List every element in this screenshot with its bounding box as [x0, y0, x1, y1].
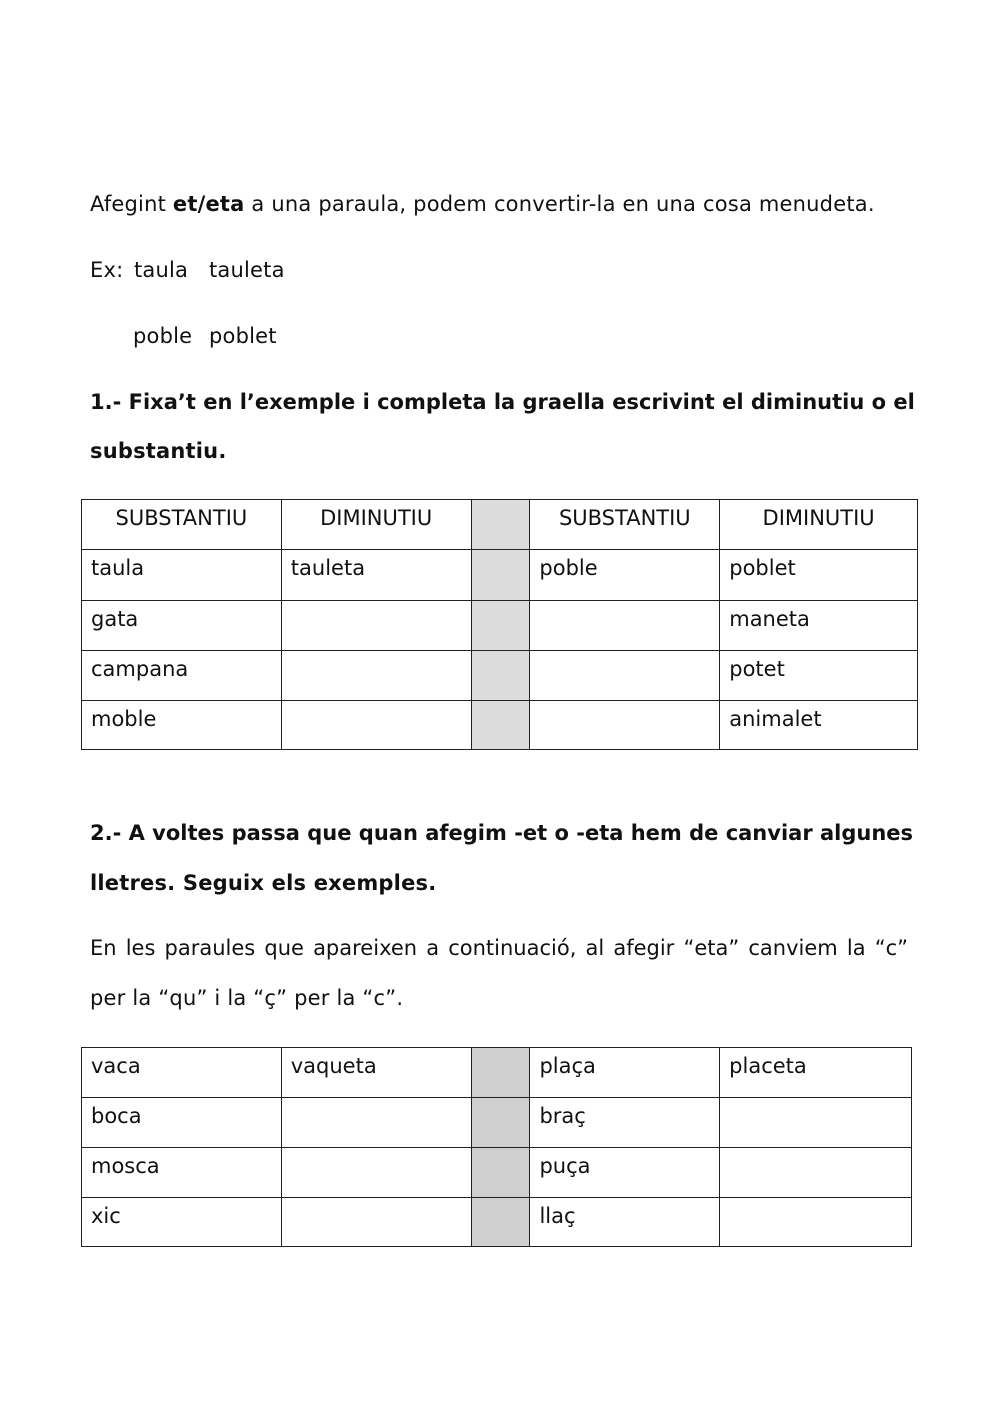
- answer-cell[interactable]: [720, 1148, 912, 1198]
- table-cell: potet: [720, 651, 918, 701]
- separator-cell: [471, 651, 530, 701]
- example-word: poble: [133, 324, 193, 348]
- explanation-line-1: En les paraules que apareixen a continuació, al afegir “eta” canviem la “c”: [90, 936, 908, 960]
- answer-cell[interactable]: [281, 1098, 471, 1148]
- exercise-2-instruction-line-1: 2.- A voltes passa que quan afegim -et o -eta hem de canviar algunes: [90, 821, 914, 845]
- exercise-1-instruction-line-1: 1.- Fixa’t en l’exemple i completa la graella escrivint el diminutiu o el: [90, 390, 915, 414]
- header-substantiu: SUBSTANTIU: [530, 500, 720, 550]
- separator-cell: [471, 701, 530, 750]
- answer-cell[interactable]: [281, 701, 471, 750]
- table-cell: vaca: [82, 1048, 282, 1098]
- header-diminutiu: DIMINUTIU: [720, 500, 918, 550]
- answer-cell[interactable]: [720, 1198, 912, 1247]
- table-cell: campana: [82, 651, 282, 701]
- separator-cell: [471, 601, 530, 651]
- table-cell: gata: [82, 601, 282, 651]
- table-cell: tauleta: [281, 550, 471, 601]
- table-cell: xic: [82, 1198, 282, 1247]
- example-diminutive: poblet: [209, 324, 277, 348]
- table-row: [82, 1198, 912, 1247]
- separator-cell: [471, 500, 530, 550]
- example-row-2: [90, 324, 390, 350]
- table-cell: maneta: [720, 601, 918, 651]
- example-row-1: [90, 258, 285, 282]
- exercise-1-instruction-line-2: substantiu.: [90, 439, 227, 463]
- table-cell: puça: [530, 1148, 720, 1198]
- table-row: [82, 1098, 912, 1148]
- answer-cell[interactable]: [530, 601, 720, 651]
- separator-cell: [471, 1198, 530, 1247]
- intro-text: [90, 192, 875, 216]
- separator-cell: [471, 1148, 530, 1198]
- example-word: taula: [134, 258, 189, 282]
- intro-text-bold: et/eta: [172, 192, 245, 216]
- table-cell: moble: [82, 701, 282, 750]
- table-cell: braç: [530, 1098, 720, 1148]
- table-row: [82, 1048, 912, 1098]
- explanation-line-2: per la “qu” i la “ç” per la “c”.: [90, 986, 404, 1010]
- table-cell: placeta: [720, 1048, 912, 1098]
- separator-cell: [471, 1098, 530, 1148]
- table-cell: mosca: [82, 1148, 282, 1198]
- table-cell: vaqueta: [281, 1048, 471, 1098]
- answer-cell[interactable]: [281, 1148, 471, 1198]
- header-substantiu: SUBSTANTIU: [82, 500, 282, 550]
- answer-cell[interactable]: [281, 651, 471, 701]
- answer-cell[interactable]: [530, 651, 720, 701]
- table-cell: taula: [82, 550, 282, 601]
- answer-cell[interactable]: [281, 601, 471, 651]
- example-prefix: Ex:: [90, 258, 124, 282]
- separator-cell: [471, 550, 530, 601]
- table-cell: poble: [530, 550, 720, 601]
- exercise-2-instruction-line-2: lletres. Seguix els exemples.: [90, 871, 437, 895]
- diminutive-table-1: [81, 499, 918, 750]
- table-row: [82, 701, 918, 750]
- answer-cell[interactable]: [281, 1198, 471, 1247]
- answer-cell[interactable]: [530, 701, 720, 750]
- table-row: [82, 651, 918, 701]
- table-row: [82, 1148, 912, 1198]
- table-row: [82, 601, 918, 651]
- table-cell: plaça: [530, 1048, 720, 1098]
- intro-text-after: a una paraula, podem convertir-la en una cosa menudeta.: [244, 192, 875, 216]
- table-header-row: [82, 500, 918, 550]
- diminutive-table-2: [81, 1047, 912, 1247]
- header-diminutiu: DIMINUTIU: [281, 500, 471, 550]
- table-row: [82, 550, 918, 601]
- table-cell: boca: [82, 1098, 282, 1148]
- separator-cell: [471, 1048, 530, 1098]
- table-cell: poblet: [720, 550, 918, 601]
- table-cell: animalet: [720, 701, 918, 750]
- table-cell: llaç: [530, 1198, 720, 1247]
- example-diminutive: tauleta: [209, 258, 285, 282]
- intro-text-before: Afegint: [90, 192, 173, 216]
- answer-cell[interactable]: [720, 1098, 912, 1148]
